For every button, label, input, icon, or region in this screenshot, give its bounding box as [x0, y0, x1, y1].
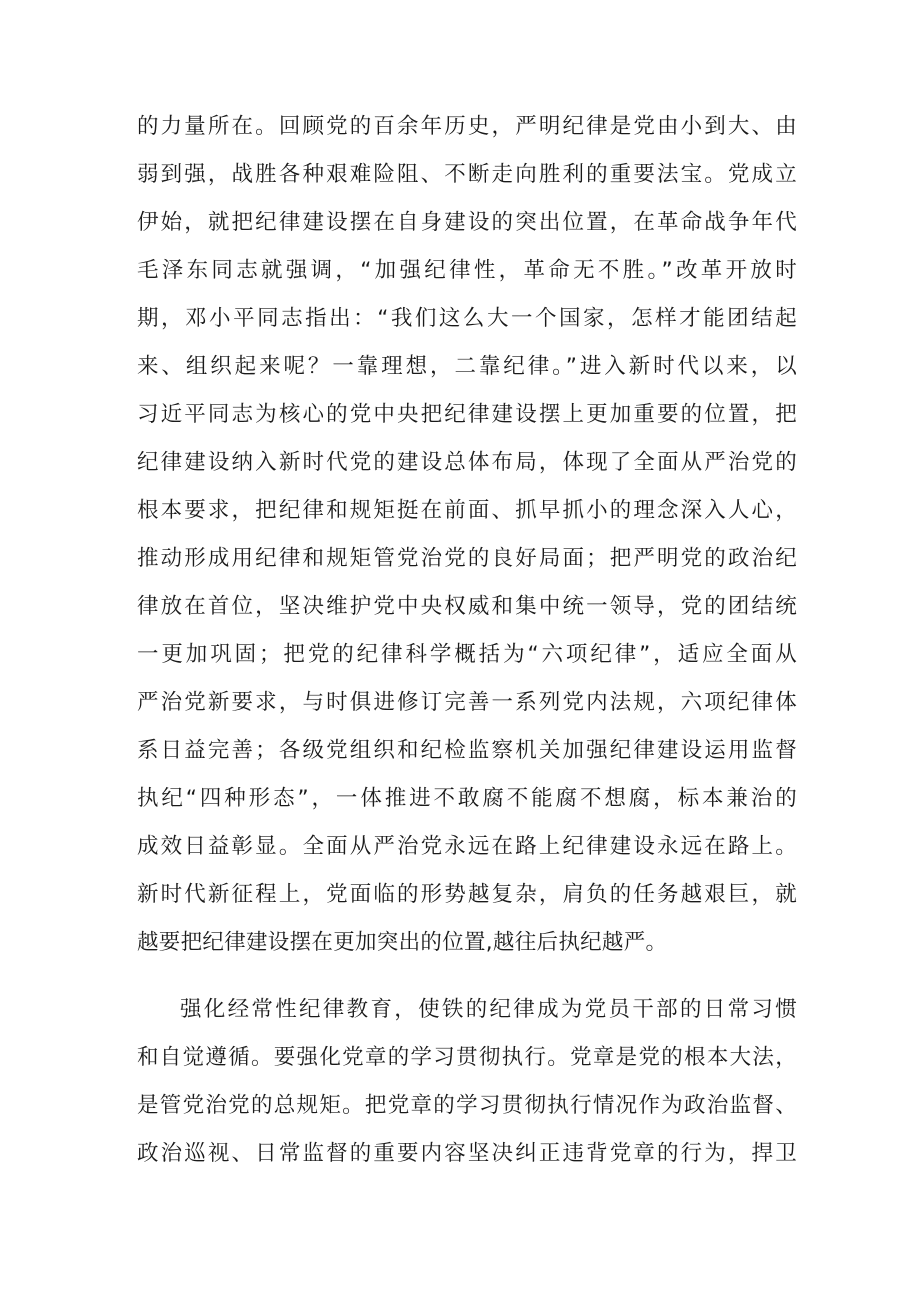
- text-line: 弱到强，战胜各种艰难险阻、不断走向胜利的重要法宝。党成立: [137, 162, 797, 187]
- text-line: 毛泽东同志就强调，“加强纪律性，革命无不胜。”改革开放时: [137, 258, 797, 283]
- text-line: 纪律建设纳入新时代党的建设总体布局，体现了全面从严治党的: [137, 450, 797, 475]
- text-line: 根本要求，把纪律和规矩挺在前面、抓早抓小的理念深入人心，: [137, 498, 797, 523]
- text-line: 执纪“四种形态”，一体推进不敢腐不能腐不想腐，标本兼治的: [137, 786, 797, 811]
- text-line: 来、组织起来呢？一靠理想，二靠纪律。”进入新时代以来，以: [137, 354, 797, 379]
- text-line: 新时代新征程上，党面临的形势越复杂，肩负的任务越艰巨，就: [137, 882, 797, 907]
- text-line: 和自觉遵循。要强化党章的学习贯彻执行。党章是党的根本大法，: [137, 1045, 797, 1070]
- text-line: 律放在首位，坚决维护党中央权威和集中统一领导，党的团结统: [137, 594, 797, 619]
- text-line: 政治巡视、日常监督的重要内容坚决纠正违背党章的行为，捍卫: [137, 1141, 797, 1166]
- text-line: 伊始，就把纪律建设摆在自身建设的突出位置，在革命战争年代: [137, 210, 797, 235]
- text-line: 期，邓小平同志指出：“我们这么大一个国家，怎样才能团结起: [137, 306, 797, 331]
- text-line: 习近平同志为核心的党中央把纪律建设摆上更加重要的位置，把: [137, 402, 797, 427]
- text-line: 是管党治党的总规矩。把党章的学习贯彻执行情况作为政治监督、: [137, 1093, 797, 1118]
- text-line: 推动形成用纪律和规矩管党治党的良好局面；把严明党的政治纪: [137, 546, 797, 571]
- text-line: 一更加巩固；把党的纪律科学概括为“六项纪律”，适应全面从: [137, 642, 797, 667]
- text-line: 的力量所在。回顾党的百余年历史，严明纪律是党由小到大、由: [137, 114, 797, 139]
- text-line: 强化经常性纪律教育，使铁的纪律成为党员干部的日常习惯: [180, 997, 797, 1022]
- text-line: 成效日益彰显。全面从严治党永远在路上纪律建设永远在路上。: [137, 834, 797, 859]
- text-line: 严治党新要求，与时俱进修订完善一系列党内法规，六项纪律体: [137, 690, 797, 715]
- text-line: 越要把纪律建设摆在更加突出的位置,越往后执纪越严。: [137, 930, 668, 955]
- text-line: 系日益完善；各级党组织和纪检监察机关加强纪律建设运用监督: [137, 738, 797, 763]
